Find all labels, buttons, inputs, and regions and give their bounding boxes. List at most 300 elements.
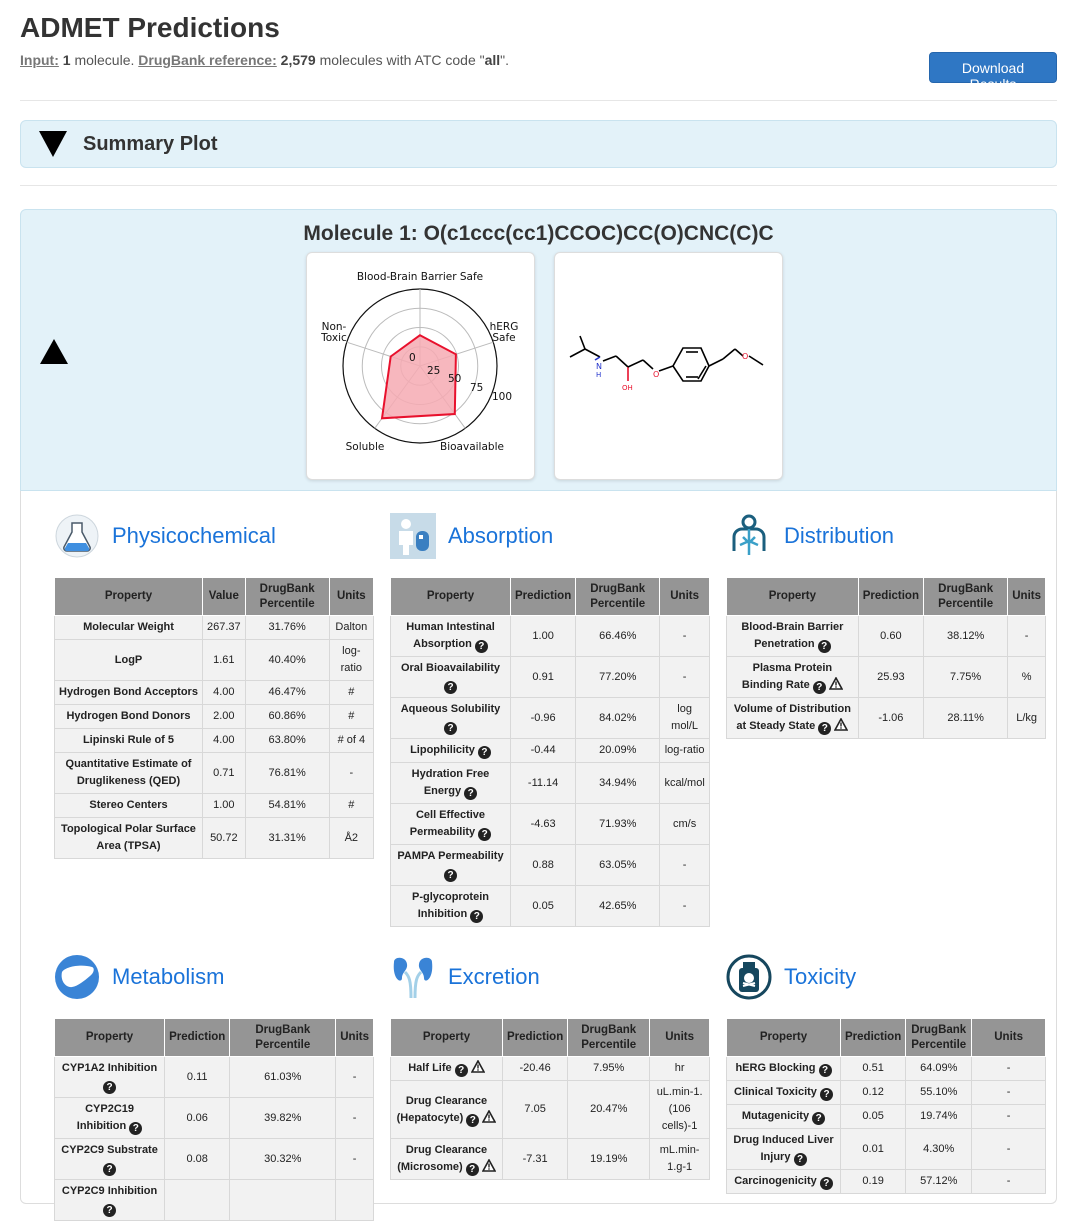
question-circle-icon[interactable]: ? xyxy=(820,1088,833,1101)
table-row xyxy=(391,616,710,657)
value-cell: 0.91 xyxy=(511,657,576,698)
units-cell: Dalton xyxy=(329,616,373,640)
radar-tick-label: 0 xyxy=(409,352,416,364)
table-row xyxy=(391,698,710,739)
table-row xyxy=(55,681,374,705)
percentile-cell: 20.09% xyxy=(576,739,660,763)
value-cell: 4.00 xyxy=(203,729,246,753)
radar-polygon xyxy=(382,335,456,418)
property-cell xyxy=(55,1098,165,1139)
question-circle-icon[interactable]: ? xyxy=(475,640,488,653)
value-cell: 1.61 xyxy=(203,640,246,681)
question-circle-icon[interactable]: ? xyxy=(470,910,483,923)
units-cell: log mol/L xyxy=(660,698,710,739)
reference-text: molecules with ATC code " xyxy=(315,52,485,68)
percentile-cell: 76.81% xyxy=(245,753,329,794)
value-cell: -7.31 xyxy=(503,1139,568,1180)
column-header: Units xyxy=(1008,578,1046,616)
section-title: Excretion xyxy=(448,964,540,989)
property-name: Hydrogen Bond Donors xyxy=(66,710,191,722)
section-title: Physicochemical xyxy=(112,523,276,548)
percentile-cell: 54.81% xyxy=(245,794,329,818)
property-cell xyxy=(391,1057,503,1081)
property-name: CYP1A2 Inhibition xyxy=(61,1062,158,1074)
property-name: Carcinogenicity xyxy=(734,1175,817,1187)
value-cell: 0.71 xyxy=(203,753,246,794)
column-header: Property xyxy=(55,1019,165,1057)
percentile-cell: 30.32% xyxy=(230,1139,336,1180)
column-header: DrugBank Percentile xyxy=(576,578,660,616)
value-cell: 0.60 xyxy=(858,616,923,657)
column-header: Property xyxy=(55,578,203,616)
section-title: Absorption xyxy=(448,523,554,548)
input-text: molecule. xyxy=(70,52,139,68)
units-cell: - xyxy=(1008,616,1046,657)
metabolism-section xyxy=(54,952,374,1221)
table-row xyxy=(55,753,374,794)
column-header: Units xyxy=(972,1019,1046,1057)
percentile-cell: 61.03% xyxy=(230,1057,336,1098)
units-cell: - xyxy=(660,886,710,927)
units-cell: - xyxy=(972,1129,1046,1170)
units-cell: Å2 xyxy=(329,818,373,859)
download-results-button[interactable]: Download Results xyxy=(929,52,1057,83)
property-cell xyxy=(727,1081,841,1105)
units-cell: # xyxy=(329,681,373,705)
drugbank-reference-label[interactable]: DrugBank reference: xyxy=(138,52,277,68)
column-header: Units xyxy=(650,1019,710,1057)
column-header: Property xyxy=(391,578,511,616)
percentile-cell: 39.82% xyxy=(230,1098,336,1139)
value-cell: -11.14 xyxy=(511,763,576,804)
value-cell: 0.51 xyxy=(841,1057,906,1081)
expand-triangle-icon[interactable] xyxy=(39,131,67,157)
question-circle-icon[interactable]: ? xyxy=(818,722,831,735)
property-name: CYP2C9 Substrate xyxy=(61,1144,158,1156)
percentile-cell: 38.12% xyxy=(923,616,1007,657)
value-cell xyxy=(165,1180,230,1221)
atom-n-label: N xyxy=(596,362,602,371)
property-name: Human Intestinal Absorption xyxy=(406,621,495,650)
table-row xyxy=(727,657,1046,698)
table-row xyxy=(55,794,374,818)
units-cell xyxy=(336,1180,374,1221)
units-cell: mL.min-1.g-1 xyxy=(650,1139,710,1180)
percentile-cell: 20.47% xyxy=(568,1081,650,1139)
value-cell: 0.08 xyxy=(165,1139,230,1180)
property-cell xyxy=(391,1081,503,1139)
body-pill-icon xyxy=(390,513,436,559)
property-cell xyxy=(55,640,203,681)
units-cell: - xyxy=(660,616,710,657)
property-cell xyxy=(55,681,203,705)
percentile-cell: 84.02% xyxy=(576,698,660,739)
radar-tick-label: 25 xyxy=(427,365,441,377)
question-circle-icon[interactable]: ? xyxy=(466,1163,479,1176)
property-cell xyxy=(391,616,511,657)
table-row xyxy=(391,739,710,763)
property-cell xyxy=(55,729,203,753)
property-name: Plasma Protein Binding Rate xyxy=(741,662,833,691)
question-circle-icon[interactable]: ? xyxy=(103,1204,116,1217)
table-row xyxy=(55,705,374,729)
percentile-cell: 31.76% xyxy=(245,616,329,640)
property-name: Molecular Weight xyxy=(83,621,174,633)
property-cell xyxy=(727,657,859,698)
property-cell xyxy=(55,818,203,859)
value-cell: -20.46 xyxy=(503,1057,568,1081)
column-header: DrugBank Percentile xyxy=(923,578,1007,616)
column-header: Property xyxy=(727,1019,841,1057)
units-cell: - xyxy=(336,1139,374,1180)
units-cell: - xyxy=(329,753,373,794)
question-circle-icon[interactable]: ? xyxy=(478,746,491,759)
percentile-cell: 63.05% xyxy=(576,845,660,886)
percentile-cell xyxy=(230,1180,336,1221)
units-cell: uL.min-1.(106 cells)-1 xyxy=(650,1081,710,1139)
value-cell: 0.06 xyxy=(165,1098,230,1139)
property-name: Blood-Brain Barrier Penetration xyxy=(741,621,844,650)
toxicity-table xyxy=(726,1018,1046,1194)
question-circle-icon[interactable]: ? xyxy=(444,681,457,694)
table-row xyxy=(391,845,710,886)
radar-chart xyxy=(307,253,534,479)
value-cell: -4.63 xyxy=(511,804,576,845)
property-name: Aqueous Solubility xyxy=(400,703,501,715)
percentile-cell: 60.86% xyxy=(245,705,329,729)
radar-chart-card xyxy=(306,252,535,480)
column-header: Property xyxy=(727,578,859,616)
property-cell xyxy=(55,794,203,818)
radar-axis-label: Bioavailable xyxy=(440,441,504,453)
property-cell xyxy=(391,804,511,845)
column-header: DrugBank Percentile xyxy=(906,1019,972,1057)
percentile-cell: 55.10% xyxy=(906,1081,972,1105)
units-cell: # xyxy=(329,705,373,729)
units-cell: - xyxy=(660,657,710,698)
table-row xyxy=(55,1057,374,1098)
table-row xyxy=(55,1180,374,1221)
value-cell: 0.88 xyxy=(511,845,576,886)
units-cell: - xyxy=(972,1170,1046,1194)
question-circle-icon[interactable]: ? xyxy=(812,1112,825,1125)
liver-icon xyxy=(54,954,100,1000)
table-row xyxy=(391,1057,710,1081)
value-cell: 0.19 xyxy=(841,1170,906,1194)
value-cell: 0.05 xyxy=(841,1105,906,1129)
input-count: 1 xyxy=(62,52,71,68)
table-row xyxy=(391,804,710,845)
question-circle-icon[interactable]: ? xyxy=(478,828,491,841)
question-circle-icon[interactable]: ? xyxy=(129,1122,142,1135)
question-circle-icon[interactable]: ? xyxy=(444,869,457,882)
property-name: Lipophilicity xyxy=(410,744,475,756)
property-cell xyxy=(391,657,511,698)
units-cell: - xyxy=(660,845,710,886)
atc-code: all xyxy=(484,52,501,68)
value-cell: 25.93 xyxy=(858,657,923,698)
molecule-title: Molecule 1: O(c1ccc(cc1)CCOC)CC(O)CNC(C)C xyxy=(303,222,774,245)
page-title: ADMET Predictions xyxy=(20,12,280,43)
section-title: Metabolism xyxy=(112,964,225,989)
property-cell xyxy=(391,886,511,927)
property-name: Drug Clearance (Hepatocyte) xyxy=(396,1094,488,1124)
units-cell: - xyxy=(336,1057,374,1098)
units-cell: # xyxy=(329,794,373,818)
atom-oh-label: OH xyxy=(622,384,633,392)
summary-plot-toggle[interactable] xyxy=(20,120,1057,168)
warning-triangle-icon[interactable] xyxy=(482,1110,496,1123)
column-header: Prediction xyxy=(511,578,576,616)
value-cell: -0.44 xyxy=(511,739,576,763)
property-name: Volume of Distribution at Steady State xyxy=(733,703,851,732)
property-name: hERG Blocking xyxy=(735,1062,816,1074)
input-label[interactable]: Input: xyxy=(20,52,59,68)
warning-triangle-icon[interactable] xyxy=(829,677,843,690)
table-row xyxy=(391,657,710,698)
table-row xyxy=(727,616,1046,657)
property-cell xyxy=(727,698,859,739)
property-name: Quantitative Estimate of Druglikeness (QED) xyxy=(65,758,192,787)
property-cell xyxy=(391,845,511,886)
question-circle-icon[interactable]: ? xyxy=(444,722,457,735)
units-cell: - xyxy=(972,1081,1046,1105)
question-circle-icon[interactable]: ? xyxy=(813,681,826,694)
section-title: Distribution xyxy=(784,523,895,548)
column-header: Prediction xyxy=(858,578,923,616)
question-circle-icon[interactable]: ? xyxy=(818,640,831,653)
property-cell xyxy=(727,616,859,657)
table-row xyxy=(391,763,710,804)
question-circle-icon[interactable]: ? xyxy=(794,1153,807,1166)
warning-triangle-icon[interactable] xyxy=(471,1060,485,1073)
units-cell: cm/s xyxy=(660,804,710,845)
column-header: DrugBank Percentile xyxy=(230,1019,336,1057)
value-cell: 7.05 xyxy=(503,1081,568,1139)
property-name: Drug Clearance (Microsome) xyxy=(397,1144,488,1173)
poison-bottle-icon xyxy=(726,954,772,1000)
percentile-cell: 28.11% xyxy=(923,698,1007,739)
percentile-cell: 66.46% xyxy=(576,616,660,657)
table-row xyxy=(727,1105,1046,1129)
column-header: Units xyxy=(336,1019,374,1057)
excretion-section xyxy=(390,952,710,1180)
column-header: Units xyxy=(329,578,373,616)
property-cell xyxy=(55,1180,165,1221)
units-cell: - xyxy=(336,1098,374,1139)
property-name: Oral Bioavailability xyxy=(400,662,501,674)
value-cell: -0.96 xyxy=(511,698,576,739)
property-name: Mutagenicity xyxy=(741,1110,810,1122)
property-name: LogP xyxy=(114,653,143,666)
property-name: CYP2C19 Inhibition xyxy=(76,1103,134,1132)
property-name: Topological Polar Surface Area (TPSA) xyxy=(61,823,196,852)
table-row xyxy=(727,1170,1046,1194)
column-header: Units xyxy=(660,578,710,616)
collapse-triangle-icon[interactable] xyxy=(40,339,68,364)
property-cell xyxy=(727,1170,841,1194)
percentile-cell: 34.94% xyxy=(576,763,660,804)
table-row xyxy=(391,1139,710,1180)
atom-o-label: O xyxy=(653,370,660,379)
value-cell: 267.37 xyxy=(203,616,246,640)
results-panel xyxy=(20,491,1057,1216)
question-circle-icon[interactable]: ? xyxy=(464,787,477,800)
property-name: Hydrogen Bond Acceptors xyxy=(59,686,198,698)
question-circle-icon[interactable]: ? xyxy=(820,1177,833,1190)
property-cell xyxy=(391,739,511,763)
property-name: Clinical Toxicity xyxy=(734,1086,817,1098)
section-title: Toxicity xyxy=(784,964,857,989)
property-name: Drug Induced Liver Injury xyxy=(733,1134,834,1163)
value-cell: 0.12 xyxy=(841,1081,906,1105)
percentile-cell: 19.19% xyxy=(568,1139,650,1180)
value-cell: 0.05 xyxy=(511,886,576,927)
distribution-section xyxy=(726,511,1046,739)
value-cell: 1.00 xyxy=(511,616,576,657)
value-cell: 2.00 xyxy=(203,705,246,729)
property-cell xyxy=(727,1105,841,1129)
percentile-cell: 57.12% xyxy=(906,1170,972,1194)
percentile-cell: 71.93% xyxy=(576,804,660,845)
table-row xyxy=(727,1057,1046,1081)
units-cell: kcal/mol xyxy=(660,763,710,804)
percentile-cell: 4.30% xyxy=(906,1129,972,1170)
value-cell: 0.01 xyxy=(841,1129,906,1170)
percentile-cell: 7.95% xyxy=(568,1057,650,1081)
percentile-cell: 63.80% xyxy=(245,729,329,753)
excretion-table xyxy=(390,1018,710,1180)
units-cell: # of 4 xyxy=(329,729,373,753)
column-header: Property xyxy=(391,1019,503,1057)
column-header: Prediction xyxy=(165,1019,230,1057)
units-cell: - xyxy=(972,1105,1046,1129)
property-cell xyxy=(55,1057,165,1098)
toxicity-section xyxy=(726,952,1046,1194)
property-cell xyxy=(391,698,511,739)
column-header: DrugBank Percentile xyxy=(245,578,329,616)
property-cell xyxy=(55,753,203,794)
warning-triangle-icon[interactable] xyxy=(482,1159,496,1172)
table-row xyxy=(55,729,374,753)
atc-end: ". xyxy=(500,52,510,68)
divider xyxy=(20,185,1057,186)
atom-o-label: O xyxy=(742,352,749,361)
percentile-cell: 31.31% xyxy=(245,818,329,859)
property-name: P-glycoprotein Inhibition xyxy=(411,891,489,920)
column-header: DrugBank Percentile xyxy=(568,1019,650,1057)
property-cell xyxy=(727,1129,841,1170)
lungs-icon xyxy=(726,513,772,559)
radar-axis-label: Soluble xyxy=(345,441,385,453)
radar-tick-label: 75 xyxy=(470,382,484,394)
value-cell: 4.00 xyxy=(203,681,246,705)
column-header: Value xyxy=(203,578,246,616)
radar-axis-label: Blood-Brain Barrier Safe xyxy=(356,271,484,283)
percentile-cell: 64.09% xyxy=(906,1057,972,1081)
distribution-table xyxy=(726,577,1046,739)
question-circle-icon[interactable]: ? xyxy=(466,1114,479,1127)
property-cell xyxy=(727,1057,841,1081)
value-cell: 1.00 xyxy=(203,794,246,818)
units-cell: L/kg xyxy=(1008,698,1046,739)
units-cell: log-ratio xyxy=(329,640,373,681)
percentile-cell: 46.47% xyxy=(245,681,329,705)
property-name: PAMPA Permeability xyxy=(397,850,504,862)
question-circle-icon[interactable]: ? xyxy=(455,1064,468,1077)
radar-axis-label: Non-Toxic xyxy=(321,321,347,344)
property-cell xyxy=(391,763,511,804)
percentile-cell: 40.40% xyxy=(245,640,329,681)
metabolism-table xyxy=(54,1018,374,1221)
units-cell: % xyxy=(1008,657,1046,698)
table-row xyxy=(55,616,374,640)
summary-plot-title: Summary Plot xyxy=(83,132,218,155)
units-cell: - xyxy=(972,1057,1046,1081)
property-cell xyxy=(55,616,203,640)
kidney-icon xyxy=(390,954,436,1000)
value-cell: -1.06 xyxy=(858,698,923,739)
value-cell: 0.11 xyxy=(165,1057,230,1098)
percentile-cell: 7.75% xyxy=(923,657,1007,698)
input-summary xyxy=(20,52,1057,72)
percentile-cell: 19.74% xyxy=(906,1105,972,1129)
physicochemical-table xyxy=(54,577,374,859)
radar-tick-label: 100 xyxy=(492,391,513,403)
molecule-structure-image xyxy=(555,253,782,479)
question-circle-icon[interactable]: ? xyxy=(103,1163,116,1176)
percentile-cell: 77.20% xyxy=(576,657,660,698)
table-row xyxy=(391,886,710,927)
molecule-panel xyxy=(20,209,1057,491)
column-header: Prediction xyxy=(503,1019,568,1057)
question-circle-icon[interactable]: ? xyxy=(819,1064,832,1077)
units-cell: hr xyxy=(650,1057,710,1081)
column-header: Prediction xyxy=(841,1019,906,1057)
table-row xyxy=(55,1098,374,1139)
radar-tick-label: 50 xyxy=(448,373,462,385)
percentile-cell: 42.65% xyxy=(576,886,660,927)
table-row xyxy=(55,640,374,681)
table-row xyxy=(727,1129,1046,1170)
property-name: Hydration Free Energy xyxy=(411,768,490,797)
radar-axis-label: hERG Safe xyxy=(489,321,519,344)
property-name: Lipinski Rule of 5 xyxy=(82,734,175,746)
question-circle-icon[interactable]: ? xyxy=(103,1081,116,1094)
property-name: Stereo Centers xyxy=(89,799,168,811)
warning-triangle-icon[interactable] xyxy=(834,718,848,731)
divider xyxy=(20,100,1057,101)
property-name: Cell Effective Permeability xyxy=(409,809,486,838)
absorption-section xyxy=(390,511,710,927)
table-row xyxy=(55,1139,374,1180)
atom-h-label: H xyxy=(596,371,602,379)
table-row xyxy=(55,818,374,859)
table-row xyxy=(391,1081,710,1139)
physicochemical-section xyxy=(54,511,374,859)
property-cell xyxy=(55,705,203,729)
reference-count: 2,579 xyxy=(280,52,316,68)
units-cell: log-ratio xyxy=(660,739,710,763)
property-cell xyxy=(55,1139,165,1180)
property-name: Half Life xyxy=(408,1062,452,1074)
property-cell xyxy=(391,1139,503,1180)
absorption-table xyxy=(390,577,710,927)
table-row xyxy=(727,1081,1046,1105)
property-name: CYP2C9 Inhibition xyxy=(61,1185,158,1197)
table-row xyxy=(727,698,1046,739)
structure-card xyxy=(554,252,783,480)
